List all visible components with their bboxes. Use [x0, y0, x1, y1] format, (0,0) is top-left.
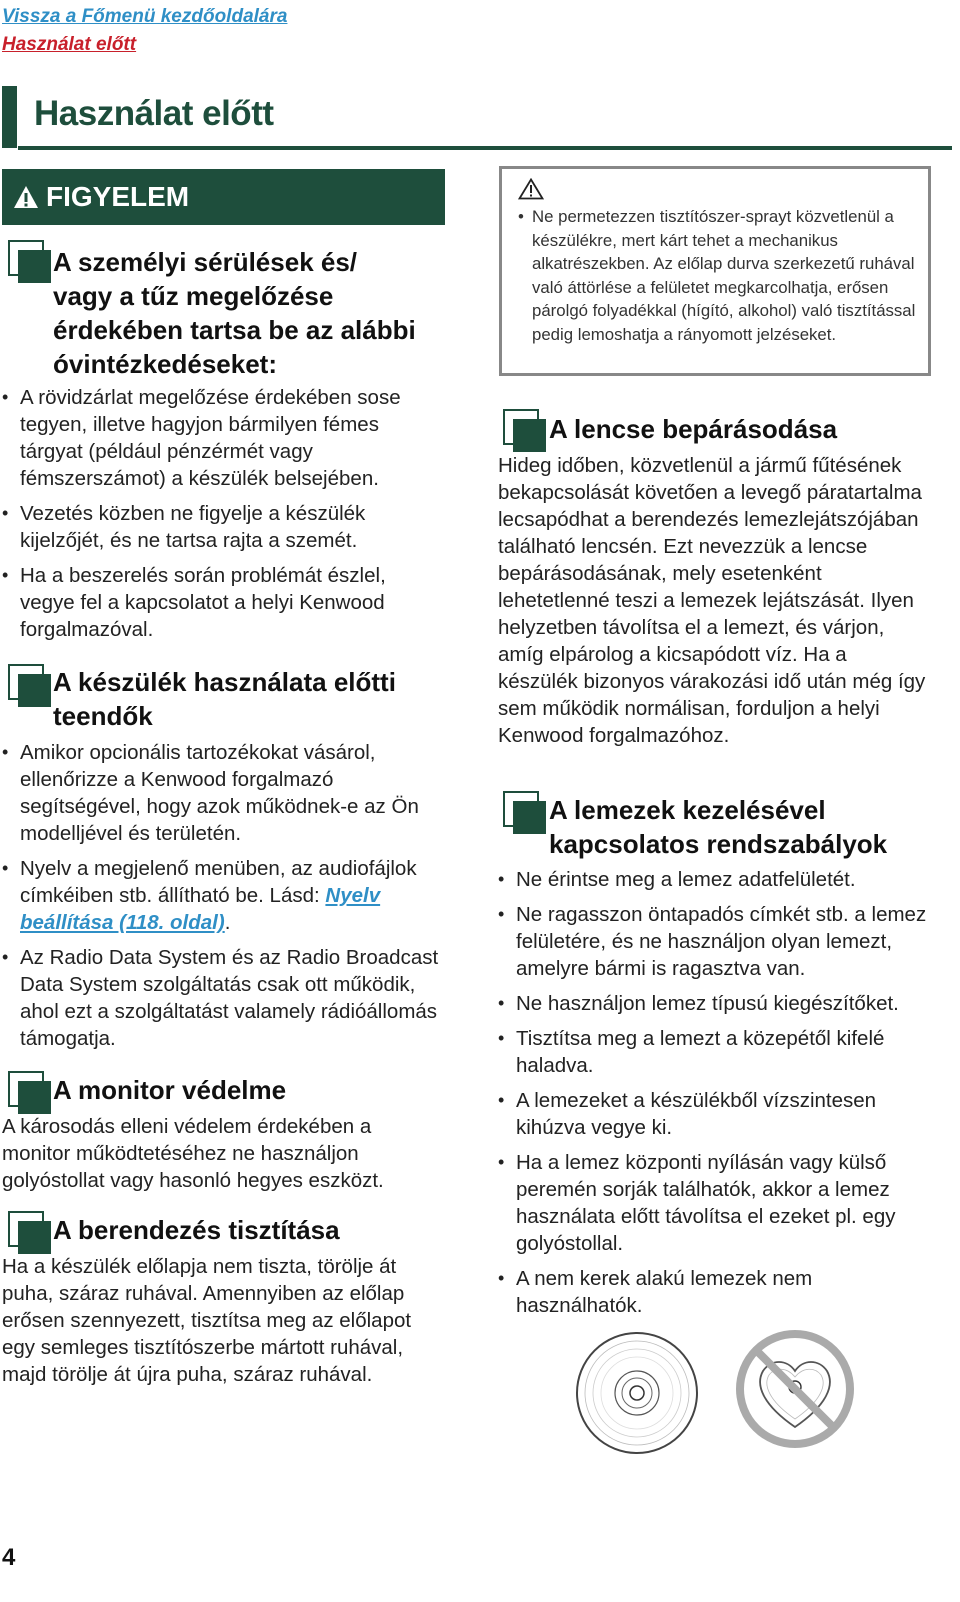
caution-box — [499, 166, 931, 376]
heading-line: teendők — [53, 701, 153, 731]
section-heading-disc-handling — [549, 793, 949, 861]
section-heading-lens-fogging: A lencse bepárásodása — [549, 414, 838, 444]
warning-label: FIGYELEM — [46, 181, 190, 212]
section-heading-monitor-protection: A monitor védelme — [53, 1075, 287, 1105]
list-item: • A lemezeket a készülékből vízszintesen kihúzva vegye ki. — [498, 1087, 928, 1141]
section-marker-icon — [8, 1071, 54, 1117]
section-marker-icon — [503, 409, 549, 455]
title-accent-bar — [2, 86, 17, 148]
list-item-end: . — [224, 911, 231, 934]
list-item-text: Nyelv a megjelenő menüben, az audiofájlok címkéiben stb. állítható be. Lásd: — [20, 857, 417, 907]
list-item: • Ha a lemez központi nyílásán vagy külső peremén sorják találhatók, akkor a lemez használata előtt távolítsa el ezeket pl. egy golyóstollal. — [498, 1149, 928, 1257]
list-item: • Ne használjon lemez típusú kiegészítőket. — [498, 990, 928, 1017]
list-item: • Amikor opcionális tartozékokat vásárol, ellenőrizze a Kenwood forgalmazó segítségével, hogy azok működnek-e az Ön modelljével és területén. — [2, 739, 440, 847]
language-settings-link[interactable]: Nyelv beállítása (118. oldal) — [20, 884, 381, 934]
page-number: 4 — [2, 1544, 16, 1571]
caution-text: • Ne permetezzen tisztítószer-sprayt közvetlenül a készülékre, mert kárt tehet a mechanikus alkatrészekben. Az előlap durva szerkezetű ruhával való áttörlése a felületet megkarcolhatja, erősen párolgó folyadékkal (hígító, alkohol) való tisztítással pedig lemoshatja a rányomott jelzéseket. — [518, 205, 932, 346]
section-marker-icon — [8, 240, 54, 286]
list-item: • Tisztítsa meg a lemezt a közepétől kifelé haladva. — [498, 1025, 928, 1079]
list-item: • Az Radio Data System és az Radio Broadcast Data System szolgáltatás csak ott működik, ahol ezt a szolgáltatást valamely rádióállomás támogatja. — [2, 944, 440, 1052]
monitor-protection-text: A károsodás elleni védelem érdekében a monitor működtetéséhez ne használjon golyóstollat vagy hasonló hegyes eszközt. — [2, 1115, 384, 1192]
lens-fogging-text: Hideg időben, közvetlenül a jármű fűtésének bekapcsolását követően a levegő páratartalma lecsapódhat a berendezés lemezlejátszójában található lencsén. Ezt nevezzük a lencse bepárásodásának, mely esetenként lehetetlenné teszi a lemezek lejátszását. Ilyen helyzetben távolítsa el a lemezt, és várjon, amíg elpárolog a kicsapódott víz. Ha a készülék bizonyos várakozási idő után még így sem működik normálisan, forduljon a helyi Kenwood forgalmazóhoz. — [498, 454, 926, 747]
warning-triangle-icon — [12, 184, 40, 210]
heart-disc-prohibited-illustration — [733, 1327, 857, 1451]
cleaning-text: Ha a készülék előlapja nem tiszta, törölje át puha, száraz ruhával. Amennyiben az előlap erősen szennyezett, tisztítsa meg az előlapot egy semleges tisztítószerbe mártott ruhával, majd törölje át újra puha, száraz ruhával. — [2, 1255, 412, 1386]
section-marker-icon — [8, 1211, 54, 1257]
section-marker-icon — [503, 791, 549, 837]
list-item: • Vezetés közben ne figyelje a készülék kijelzőjét, és ne tartsa rajta a szemét. — [2, 500, 434, 554]
list-item: • A nem kerek alakú lemezek nem használhatók. — [498, 1265, 928, 1319]
heading-line: óvintézkedéseket: — [53, 349, 277, 379]
section-marker-icon — [8, 664, 54, 710]
heading-line: A készülék használata előtti — [53, 667, 396, 697]
warning-banner — [2, 169, 445, 225]
current-section-link[interactable]: Használat előtt — [2, 34, 137, 55]
title-divider — [18, 146, 952, 150]
list-item: • Ha a beszerelés során problémát észlel, vegye fel a kapcsolatot a helyi Kenwood forgalmazóval. — [2, 562, 434, 643]
home-link[interactable]: Vissza a Főmenü kezdőoldalára — [2, 6, 288, 27]
list-item — [2, 855, 440, 936]
heading-line: érdekében tartsa be az alábbi — [53, 315, 416, 345]
list-item: • A rövidzárlat megelőzése érdekében sose tegyen, illetve hagyjon bármilyen fémes tárgyat (például pénzérmét vagy fémszerszámot) a készülék belsejében. — [2, 384, 434, 492]
list-item: • Ne érintse meg a lemez adatfelületét. — [498, 866, 928, 893]
section-heading-cleaning: A berendezés tisztítása — [53, 1215, 340, 1245]
heading-line: A személyi sérülések és/ — [53, 247, 358, 277]
heading-line: A lemezek kezelésével — [549, 795, 826, 825]
disc-handling-bullet-list — [498, 866, 928, 1327]
heading-line: kapcsolatos rendszabályok — [549, 829, 888, 859]
page-title: Használat előtt — [34, 94, 274, 133]
round-disc-illustration — [574, 1330, 700, 1456]
before-use-bullet-list — [2, 739, 440, 1060]
safety-bullet-list — [2, 384, 434, 651]
list-item: • Ne ragasszon öntapadós címkét stb. a lemez felületére, és ne használjon olyan lemezt, amelyre bármi is ragasztva van. — [498, 901, 928, 982]
section-heading-personal-safety — [53, 245, 453, 381]
caution-triangle-icon — [518, 178, 544, 200]
heading-line: vagy a tűz megelőzése — [53, 281, 334, 311]
section-heading-before-use — [53, 665, 453, 733]
